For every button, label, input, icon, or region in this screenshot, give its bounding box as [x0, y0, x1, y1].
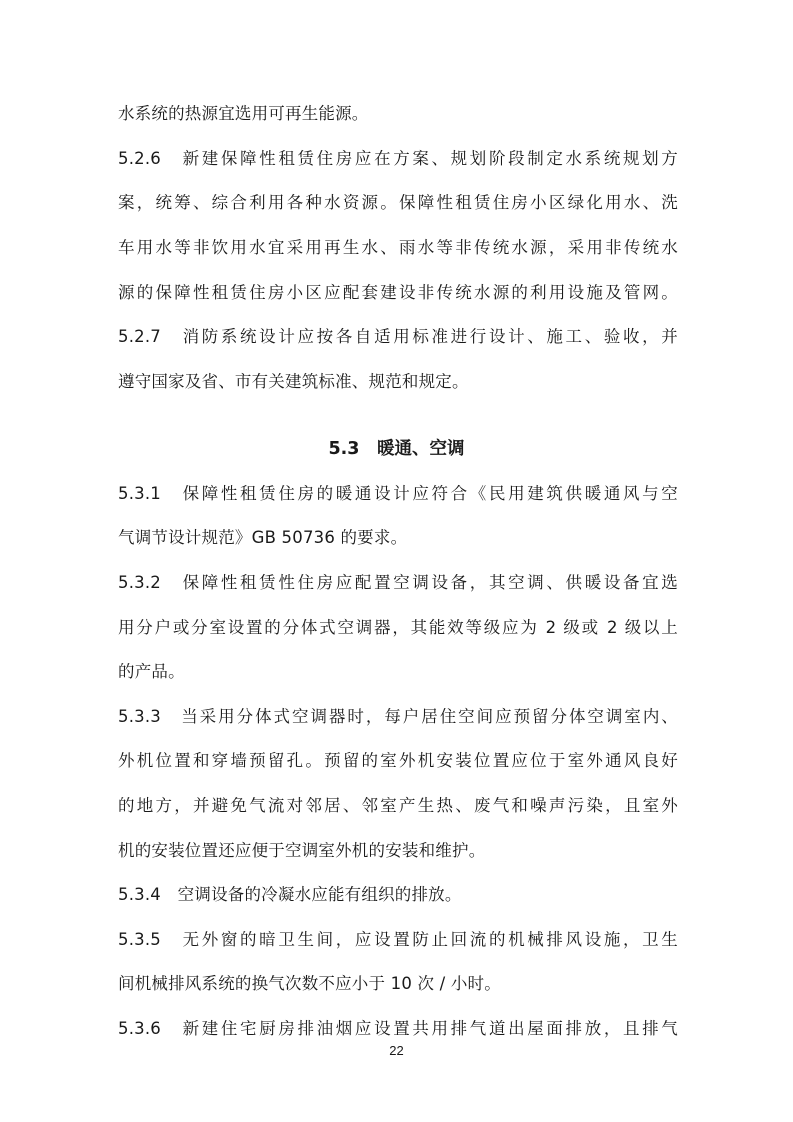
clause-5-2-7: 5.2.7 消防系统设计应按各自适用标准进行设计、施工、验收，并 [118, 327, 678, 346]
text-line: 外机位置和穿墙预留孔。预留的室外机安装位置应位于室外通风良好 [118, 751, 678, 770]
text-line: 水系统的热源宜选用可再生能源。 [118, 104, 369, 123]
clause-5-3-5: 5.3.5 无外窗的暗卫生间，应设置防止回流的机械排风设施，卫生 [118, 930, 678, 949]
text-line: 的地方，并避免气流对邻居、邻室产生热、废气和噪声污染，且室外 [118, 796, 678, 815]
text-line: 气调节设计规范》GB 50736 的要求。 [118, 528, 408, 547]
text-line: 车用水等非饮用水宜采用再生水、雨水等非传统水源，采用非传统水 [118, 238, 678, 257]
page-number: 22 [389, 1043, 404, 1058]
clause-5-3-1: 5.3.1 保障性租赁住房的暖通设计应符合《民用建筑供暖通风与空 [118, 484, 678, 503]
clause-5-3-4: 5.3.4 空调设备的冷凝水应能有组织的排放。 [118, 885, 462, 904]
clause-5-3-6: 5.3.6 新建住宅厨房排油烟应设置共用排气道出屋面排放，且排气 [118, 1019, 678, 1038]
text-line: 用分户或分室设置的分体式空调器，其能效等级应为 2 级或 2 级以上 [118, 618, 678, 637]
clause-5-2-6: 5.2.6 新建保障性租赁住房应在方案、规划阶段制定水系统规划方 [118, 149, 678, 168]
text-line: 间机械排风系统的换气次数不应小于 10 次 / 小时。 [118, 974, 501, 993]
text-line: 源的保障性租赁住房小区应配套建设非传统水源的利用设施及管网。 [118, 283, 678, 302]
text-line: 案，统筹、综合利用各种水资源。保障性租赁住房小区绿化用水、洗 [118, 193, 678, 212]
text-line: 遵守国家及省、市有关建筑标准、规范和规定。 [118, 372, 469, 391]
section-heading-5-3: 5.3 暖通、空调 [328, 439, 465, 459]
text-line: 机的安装位置还应便于空调室外机的安装和维护。 [118, 841, 486, 860]
text-line: 的产品。 [118, 662, 185, 681]
clause-5-3-3: 5.3.3 当采用分体式空调器时，每户居住空间应预留分体空调室内、 [118, 707, 678, 726]
clause-5-3-2: 5.3.2 保障性租赁性住房应配置空调设备，其空调、供暖设备宜选 [118, 573, 678, 592]
